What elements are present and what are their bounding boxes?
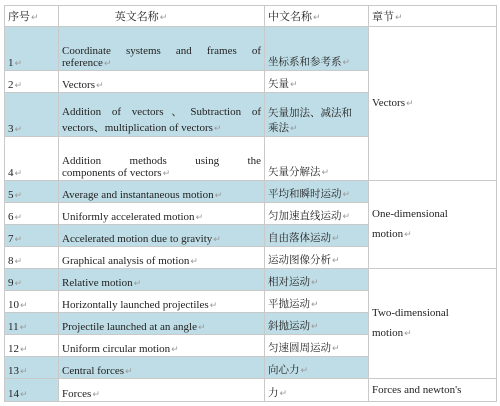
header-english: 英文名称↵ [59, 6, 265, 27]
header-chapter: 章节↵ [369, 6, 497, 27]
header-no: 序号↵ [5, 6, 59, 27]
chinese-term: 匀加速直线运动↵ [265, 203, 369, 225]
row-number: 11↵ [5, 313, 59, 335]
english-term-line: Addition of vectors、Subtraction of [62, 106, 261, 118]
chinese-term: 相对运动↵ [265, 269, 369, 291]
chinese-term: 矢量↵ [265, 71, 369, 93]
row-number: 7↵ [5, 225, 59, 247]
chinese-term: 自由落体运动↵ [265, 225, 369, 247]
english-term [59, 27, 265, 71]
english-term: Central forces↵ [59, 357, 265, 379]
row-number: 8↵ [5, 247, 59, 269]
chapter-vectors: Vectors↵ [369, 27, 497, 181]
english-term [59, 137, 265, 181]
english-term-line: components of vectors↵ [62, 167, 171, 179]
row-number: 14↵ [5, 379, 59, 402]
table-row [5, 181, 497, 203]
chapter-one-dimensional [369, 181, 497, 269]
chapter-line: Two-dimensional [372, 307, 449, 319]
chinese-term: 矢量分解法↵ [265, 137, 369, 181]
glossary-table [4, 5, 497, 402]
row-number: 13↵ [5, 357, 59, 379]
header-chinese: 中文名称↵ [265, 6, 369, 27]
table-row [5, 27, 497, 71]
english-term: Relative motion↵ [59, 269, 265, 291]
row-number: 12↵ [5, 335, 59, 357]
chinese-term: 向心力↵ [265, 357, 369, 379]
english-term: Uniform circular motion↵ [59, 335, 265, 357]
english-term: Vectors↵ [59, 71, 265, 93]
chapter-forces: Forces and newton's [369, 379, 497, 402]
english-term: Projectile launched at an angle↵ [59, 313, 265, 335]
chinese-term: 坐标系和参考系↵ [265, 27, 369, 71]
english-term: Average and instantaneous motion↵ [59, 181, 265, 203]
row-number: 5↵ [5, 181, 59, 203]
chinese-term: 斜抛运动↵ [265, 313, 369, 335]
chinese-term: 平抛运动↵ [265, 291, 369, 313]
english-term: Graphical analysis of motion↵ [59, 247, 265, 269]
row-number: 9↵ [5, 269, 59, 291]
english-term: Accelerated motion due to gravity↵ [59, 225, 265, 247]
english-term: Uniformly accelerated motion↵ [59, 203, 265, 225]
row-number: 1↵ [5, 27, 59, 71]
chinese-term-line: 乘法↵ [268, 122, 298, 134]
english-term-line: Coordinate systems and frames of [62, 45, 261, 57]
table-row [5, 269, 497, 291]
english-term [59, 93, 265, 137]
english-term-line: vectors、multiplication of vectors↵ [62, 122, 222, 134]
chinese-term: 平均和瞬时运动↵ [265, 181, 369, 203]
chinese-term-line: 矢量加法、减法和 [268, 107, 352, 119]
row-number: 2↵ [5, 71, 59, 93]
chapter-line: motion↵ [372, 327, 412, 339]
english-term: Forces↵ [59, 379, 265, 402]
header-row [5, 6, 497, 27]
english-term-line: reference↵ [62, 57, 112, 69]
row-number: 3↵ [5, 93, 59, 137]
chinese-term [265, 93, 369, 137]
chinese-term: 运动图像分析↵ [265, 247, 369, 269]
row-number: 10↵ [5, 291, 59, 313]
chapter-line: motion↵ [372, 228, 412, 240]
chapter-two-dimensional [369, 269, 497, 379]
table-row [5, 379, 497, 402]
english-term-line: Addition methods using the [62, 155, 261, 167]
chapter-line: One-dimensional [372, 208, 448, 220]
chinese-term: 力↵ [265, 379, 369, 402]
row-number: 6↵ [5, 203, 59, 225]
english-term: Horizontally launched projectiles↵ [59, 291, 265, 313]
row-number: 4↵ [5, 137, 59, 181]
chinese-term: 匀速圆周运动↵ [265, 335, 369, 357]
